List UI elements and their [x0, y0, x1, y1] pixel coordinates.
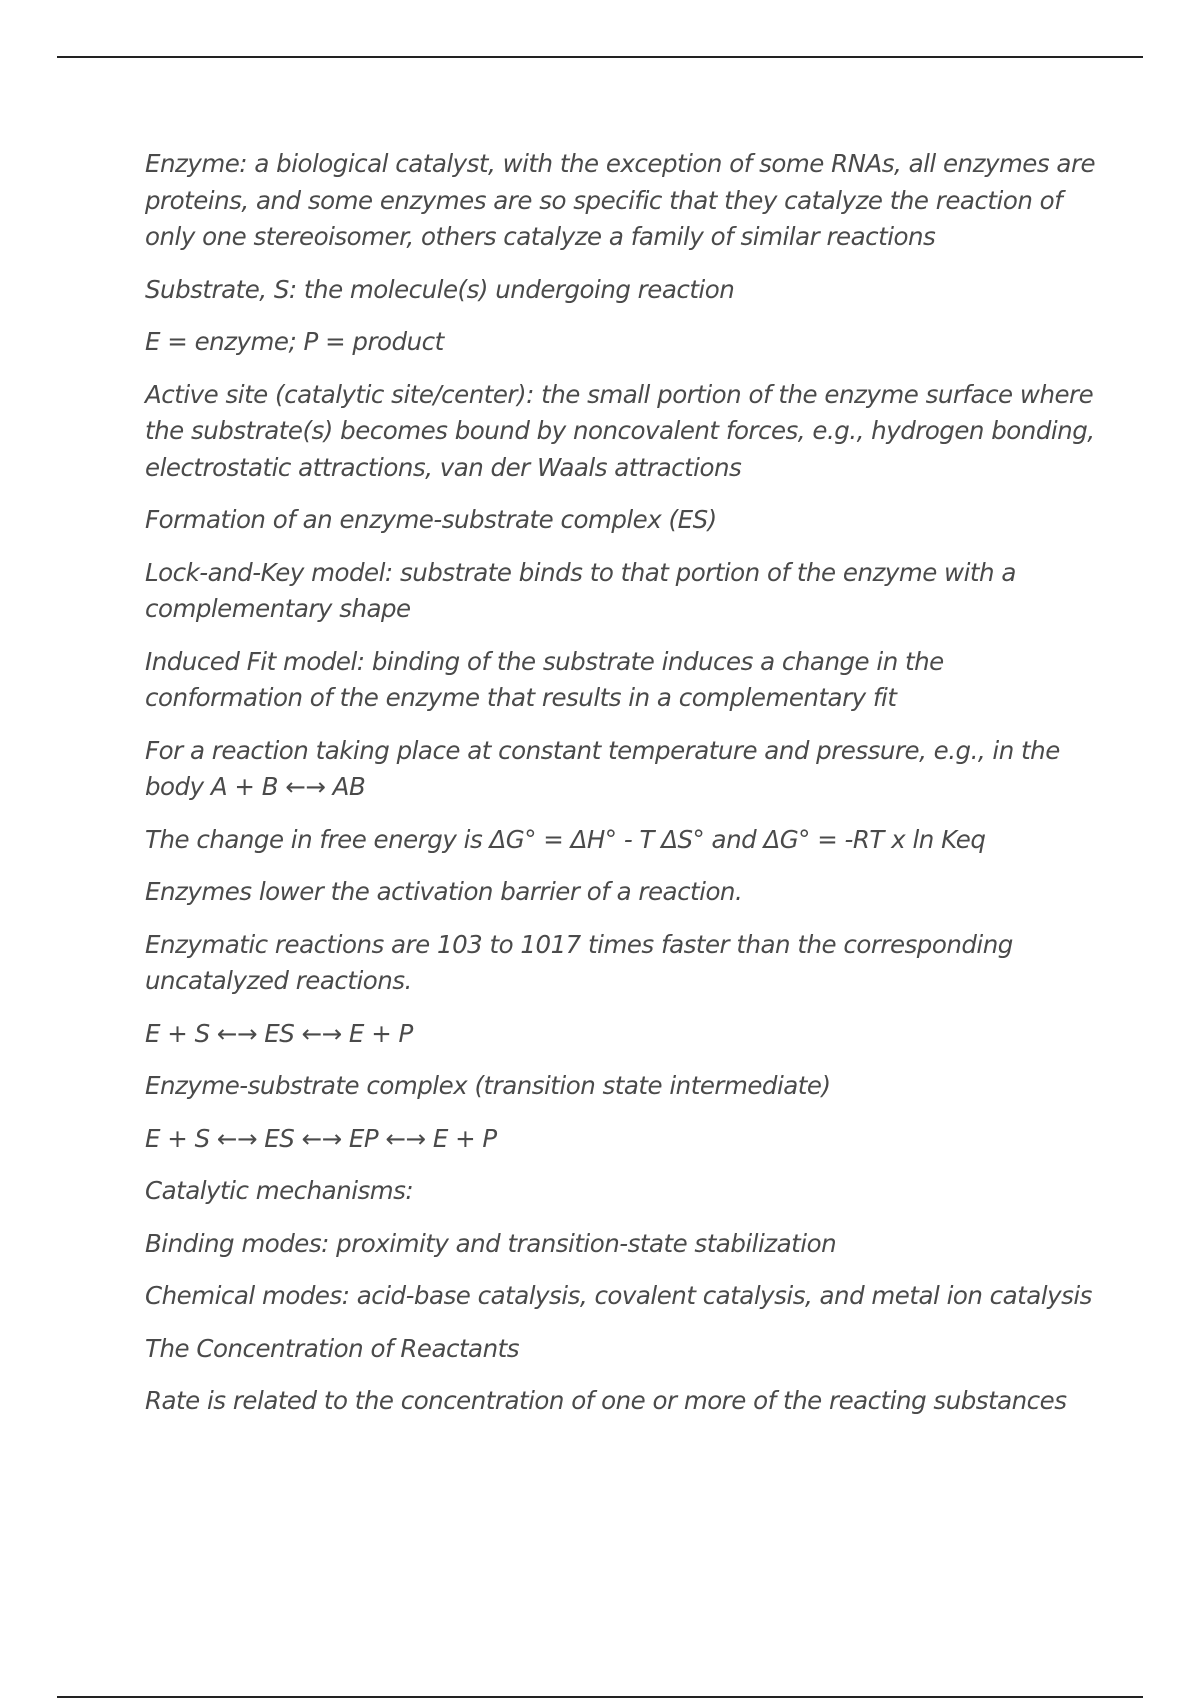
paragraph-enzyme-product: E = enzyme; P = product [145, 327, 444, 356]
paragraph-reaction-scheme-2: E + S ←→ ES ←→ EP ←→ E + P [145, 1123, 497, 1153]
paragraph-chemical-modes: Chemical modes: acid-base catalysis, covalent catalysis, and metal ion catalysis [145, 1281, 1092, 1310]
paragraph-substrate: Substrate, S: the molecule(s) undergoing reaction [145, 274, 735, 304]
paragraph-active-site: Active site (catalytic site/center): the small portion of the enzyme surface where the substrate(s) becomes bound by noncovalent forces, e.g., hydrogen bonding, electrostatic attractions, van der Waals attractions [145, 379, 1095, 482]
paragraph-induced-fit: Induced Fit model: binding of the substrate induces a change in the conformation of the enzyme that results in a complementary fit [145, 646, 944, 712]
paragraph-catalytic-mechanisms: Catalytic mechanisms: [145, 1176, 414, 1205]
paragraph-lock-and-key: Lock-and-Key model: substrate binds to that portion of the enzyme with a complementary shape [145, 557, 1016, 623]
header-rule [57, 56, 1143, 58]
paragraph-concentration-heading: The Concentration of Reactants [145, 1333, 519, 1363]
paragraph-activation-barrier: Enzymes lower the activation barrier of a reaction. [145, 877, 743, 906]
footer-rule [57, 1696, 1143, 1698]
document-body [145, 146, 1105, 1436]
paragraph-constant-conditions: For a reaction taking place at constant temperature and pressure, e.g., in the body A + B ←→ AB [145, 735, 1060, 801]
paragraph-rate-relation: Rate is related to the concentration of one or more of the reacting substances [145, 1386, 1067, 1415]
paragraph-free-energy: The change in free energy is ΔG° = ΔH° - T ΔS° and ΔG° = -RT x ln Keq [145, 824, 986, 854]
paragraph-transition-state: Enzyme-substrate complex (transition state intermediate) [145, 1071, 831, 1100]
paragraph-binding-modes: Binding modes: proximity and transition-state stabilization [145, 1228, 837, 1258]
paragraph-enzyme-definition: Enzyme: a biological catalyst, with the exception of some RNAs, all enzymes are proteins, and some enzymes are so specific that they catalyze the reaction of only one stereoisomer, others catalyze a family of similar reactions [145, 149, 1096, 251]
paragraph-es-complex: Formation of an enzyme-substrate complex (ES) [145, 505, 717, 534]
paragraph-reaction-speed: Enzymatic reactions are 103 to 1017 times faster than the corresponding uncatalyzed reactions. [145, 929, 1013, 995]
paragraph-reaction-scheme-1: E + S ←→ ES ←→ E + P [145, 1018, 413, 1048]
